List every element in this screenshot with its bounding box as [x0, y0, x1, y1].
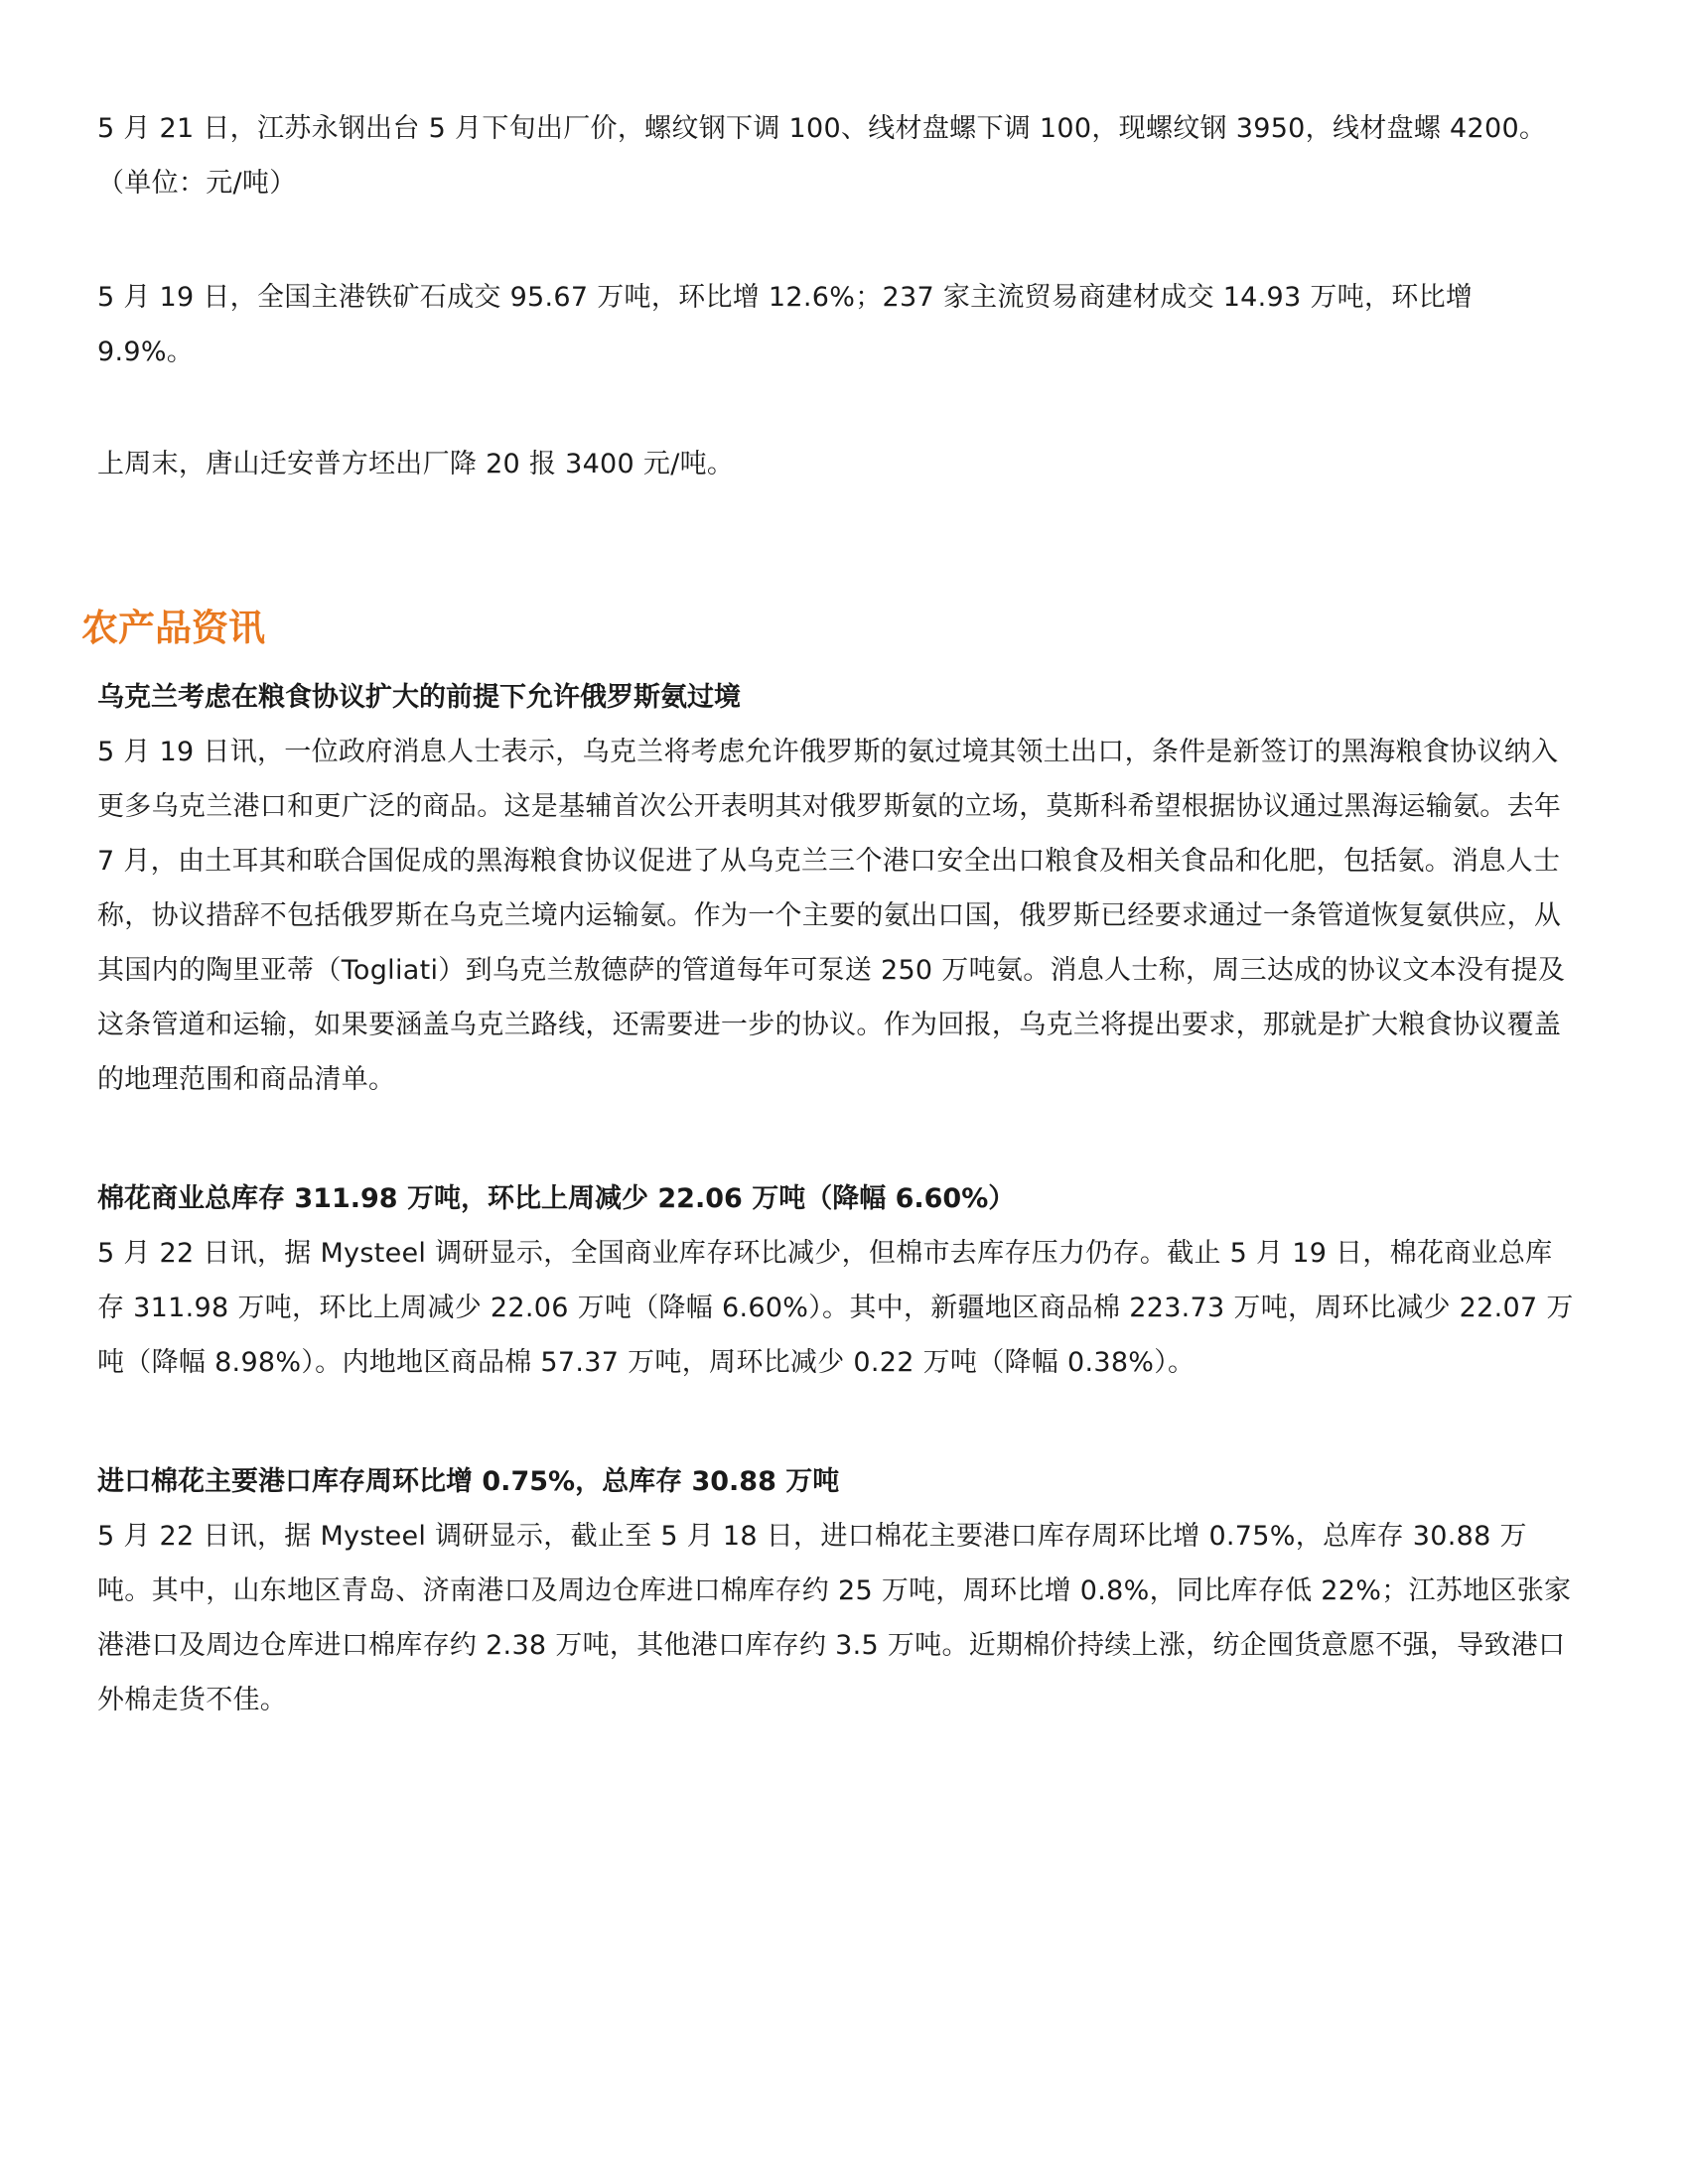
news-item-steel-price: 5 月 21 日，江苏永钢出台 5 月下旬出厂价，螺纹钢下调 100、线材盘螺下调 100，现螺纹钢 3950，线材盘螺 4200。（单位：元/吨） — [97, 113, 1547, 199]
news-item-iron-ore: 5 月 19 日，全国主港铁矿石成交 95.67 万吨，环比增 12.6%；237 家主流贸易商建材成交 14.93 万吨，环比增 9.9%。 — [97, 282, 1474, 367]
article-title-imported-cotton-port-stock: 进口棉花主要港口库存周环比增 0.75%，总库存 30.88 万吨 — [97, 1466, 840, 1497]
article-body-ukraine-ammonia: 5 月 19 日讯，一位政府消息人士表示，乌克兰将考虑允许俄罗斯的氨过境其领土出口，条件是新签订的黑海粮食协议纳入更多乌克兰港口和更广泛的商品。这是基辅首次公开表明其对俄罗斯氨的立场，莫斯科希望根据协议通过黑海运输氨。去年 7 月，由土耳其和联合国促成的黑海粮食协议促进了从乌克兰三个港口安全出口粮食及相关食品和化肥，包括氨。消息人士称，协议措辞不包括俄罗斯在乌克兰境内运输氨。作为一个主要的氨出口国，俄罗斯已经要求通过一条管道恢复氨供应，从其国内的陶里亚蒂（Togliati）到乌克兰敖德萨的管道每年可泵送 250 万吨氨。消息人士称，周三达成的协议文本没有提及这条管道和运输，如果要涵盖乌克兰路线，还需要进一步的协议。作为回报，乌克兰将提出要求，那就是扩大粮食协议覆盖的地理范围和商品清单。 — [97, 737, 1566, 1095]
article-title-ukraine-ammonia: 乌克兰考虑在粮食协议扩大的前提下允许俄罗斯氨过境 — [97, 682, 741, 713]
article-body-imported-cotton-port-stock: 5 月 22 日讯，据 Mysteel 调研显示，截止至 5 月 18 日，进口棉花主要港口库存周环比增 0.75%，总库存 30.88 万吨。其中，山东地区青岛、济南港口及周边仓库进口棉库存约 25 万吨，周环比增 0.8%，同比库存低 22%；江苏地区张家港港口及周边仓库进口棉库存约 2.38 万吨，其他港口库存约 3.5 万吨。近期棉价持续上涨，纺企囤货意愿不强，导致港口外棉走货不佳。 — [97, 1521, 1572, 1715]
news-item-billet: 上周末，唐山迁安普方坯出厂降 20 报 3400 元/吨。 — [97, 449, 735, 479]
section-title: 农产品资讯 — [81, 607, 265, 649]
article-title-cotton-commercial-stock: 棉花商业总库存 311.98 万吨，环比上周减少 22.06 万吨（降幅 6.60%） — [97, 1183, 1016, 1214]
article-body-cotton-commercial-stock: 5 月 22 日讯，据 Mysteel 调研显示，全国商业库存环比减少，但棉市去库存压力仍存。截止 5 月 19 日，棉花商业总库存 311.98 万吨，环比上周减少 22.06 万吨（降幅 6.60%）。其中，新疆地区商品棉 223.73 万吨，周环比减少 22.07 万吨（降幅 8.98%）。内地地区商品棉 57.37 万吨，周环比减少 0.22 万吨（降幅 0.38%）。 — [97, 1238, 1574, 1378]
